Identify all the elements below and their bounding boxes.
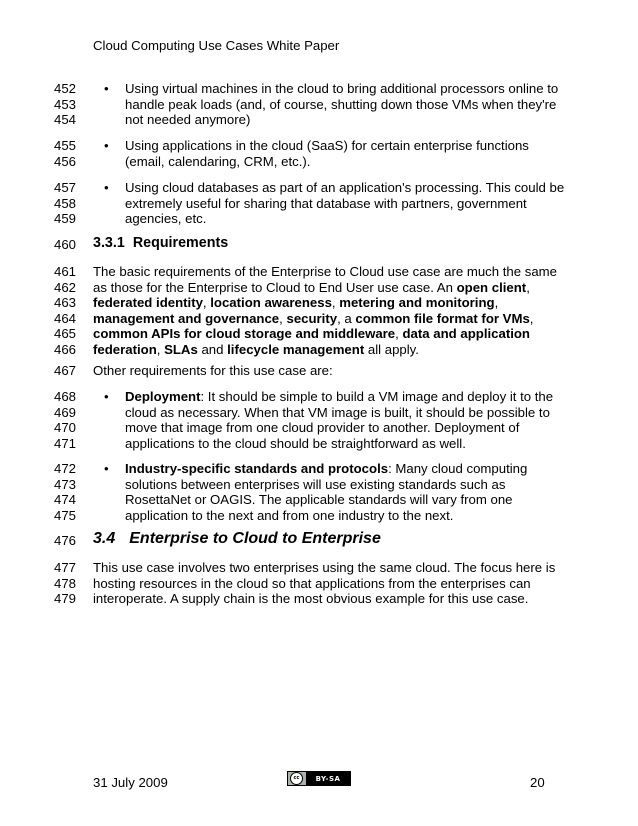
bold-term: federation [93,341,157,357]
paragraph-line: hosting resources in the cloud so that applications from the enterprises can [93,575,531,591]
text-run: as those for the Enterprise to Cloud to End User use case. An [93,279,457,295]
line-number: 463 [54,295,77,310]
bullet-text: not needed anymore) [125,112,251,127]
line-number: 468 [54,389,77,404]
line-number: 456 [54,153,77,169]
section-number: 3.4 [93,530,116,547]
paragraph-line: Other requirements for this use case are: [93,363,333,378]
text-run: The basic requirements of the Enterprise to Cloud use case are much the same [93,264,557,279]
text-run: : It should be simple to build a VM image and deploy it to the [200,389,554,404]
paragraph-line [93,326,563,342]
line-number: 478 [54,575,77,591]
bullet-text [125,389,565,405]
line-number: 457 [54,180,77,195]
line-number: 462 [54,279,77,295]
bullet-text: (email, calendaring, CRM, etc.). [125,153,311,169]
paragraph-line [93,264,563,280]
text-run: and [197,341,228,357]
bold-term: common file format for VMs [355,310,530,326]
bullet-text: Using cloud databases as part of an application's processing. This could be [125,180,565,195]
footer-date: 31 July 2009 [93,775,168,790]
line-number: 476 [54,533,77,548]
bold-term: data and application [402,326,530,341]
line-number: 460 [54,237,77,252]
bold-term: management and governance [93,310,280,326]
license-label: BY-SA [306,772,350,785]
bullet-symbol: • [104,81,109,96]
line-number: 465 [54,326,77,341]
bullet-text: move that image from one cloud provider to another. Deployment of [125,420,520,435]
bullet-text: handle peak loads (and, of course, shutting down those VMs when they're [125,96,557,112]
line-number: 475 [54,507,77,523]
bullet-symbol: • [104,389,109,404]
text-run: all apply. [364,341,419,357]
line-number: 466 [54,341,77,357]
bold-term: Deployment [125,389,201,404]
text-run: , [529,310,534,326]
line-number: 471 [54,435,77,451]
text-run: , [526,279,530,295]
bold-term: lifecycle management [227,341,365,357]
cc-icon: cc [290,772,303,785]
page-number: 20 [530,775,545,790]
bullet-text: Using applications in the cloud (SaaS) for certain enterprise functions [125,138,529,153]
line-number: 472 [54,461,77,476]
text-run: , [494,295,499,310]
line-number: 467 [54,363,77,378]
bold-term: metering and monitoring [339,295,495,310]
line-number: 461 [54,264,77,279]
section-title: Requirements [132,235,229,251]
page-header: Cloud Computing Use Cases White Paper [93,38,340,53]
bold-term: federated identity [93,295,203,310]
line-number: 479 [54,591,77,606]
line-number: 452 [54,81,77,96]
line-number: 454 [54,112,77,127]
bold-term: location awareness [210,295,332,310]
section-heading [93,235,228,251]
bold-term: Industry-specific standards and protocols [125,461,389,476]
paragraph-line [93,295,563,311]
bullet-symbol: • [104,461,109,476]
bullet-text [125,461,565,477]
text-run: , [395,326,403,341]
bullet-symbol: • [104,138,109,153]
bullet-text: cloud as necessary. When that VM image is built, it should be possible to [125,404,550,420]
text-run: , a [337,310,356,326]
paragraph-line: This use case involves two enterprises using the same cloud. The focus here is [93,560,556,575]
line-number: 459 [54,211,77,226]
bullet-text: applications to the cloud should be straightforward as well. [125,435,466,451]
text-run: , [156,341,165,357]
bullet-text: Using virtual machines in the cloud to bring additional processors online to [125,81,559,96]
section-number: 3.3.1 [93,235,125,251]
line-number: 458 [54,195,77,211]
section-title: Enterprise to Cloud to Enterprise [129,530,381,547]
bullet-text: application to the next and from one industry to the next. [125,507,454,523]
paragraph-line: interoperate. A supply chain is the most obvious example for this use case. [93,591,529,606]
cc-license-badge [287,771,351,786]
bullet-text: RosettaNet or OAGIS. The applicable standards will vary from one [125,492,513,507]
bullet-text: solutions between enterprises will use existing standards such as [125,476,506,492]
paragraph-line [93,342,563,358]
bullet-text: extremely useful for sharing that database with partners, government [125,195,527,211]
line-number: 469 [54,404,77,420]
line-number: 453 [54,96,77,112]
bullet-text: agencies, etc. [125,211,207,226]
paragraph-line [93,311,563,327]
line-number: 464 [54,310,77,326]
bold-term: common APIs for cloud storage and middleware [93,326,396,341]
text-run: : Many cloud computing [388,461,528,476]
line-number: 470 [54,420,77,435]
paragraph-line [93,280,563,296]
text-run: , [202,295,211,310]
section-heading [93,530,381,548]
line-number: 474 [54,492,77,507]
bold-term: open client [456,279,527,295]
bold-term: SLAs [164,341,198,357]
text-run: , [279,310,287,326]
bullet-symbol: • [104,180,109,195]
line-number: 473 [54,476,77,492]
line-number: 477 [54,560,77,575]
bold-term: security [286,310,338,326]
line-number: 455 [54,138,77,153]
text-run: , [331,295,340,310]
